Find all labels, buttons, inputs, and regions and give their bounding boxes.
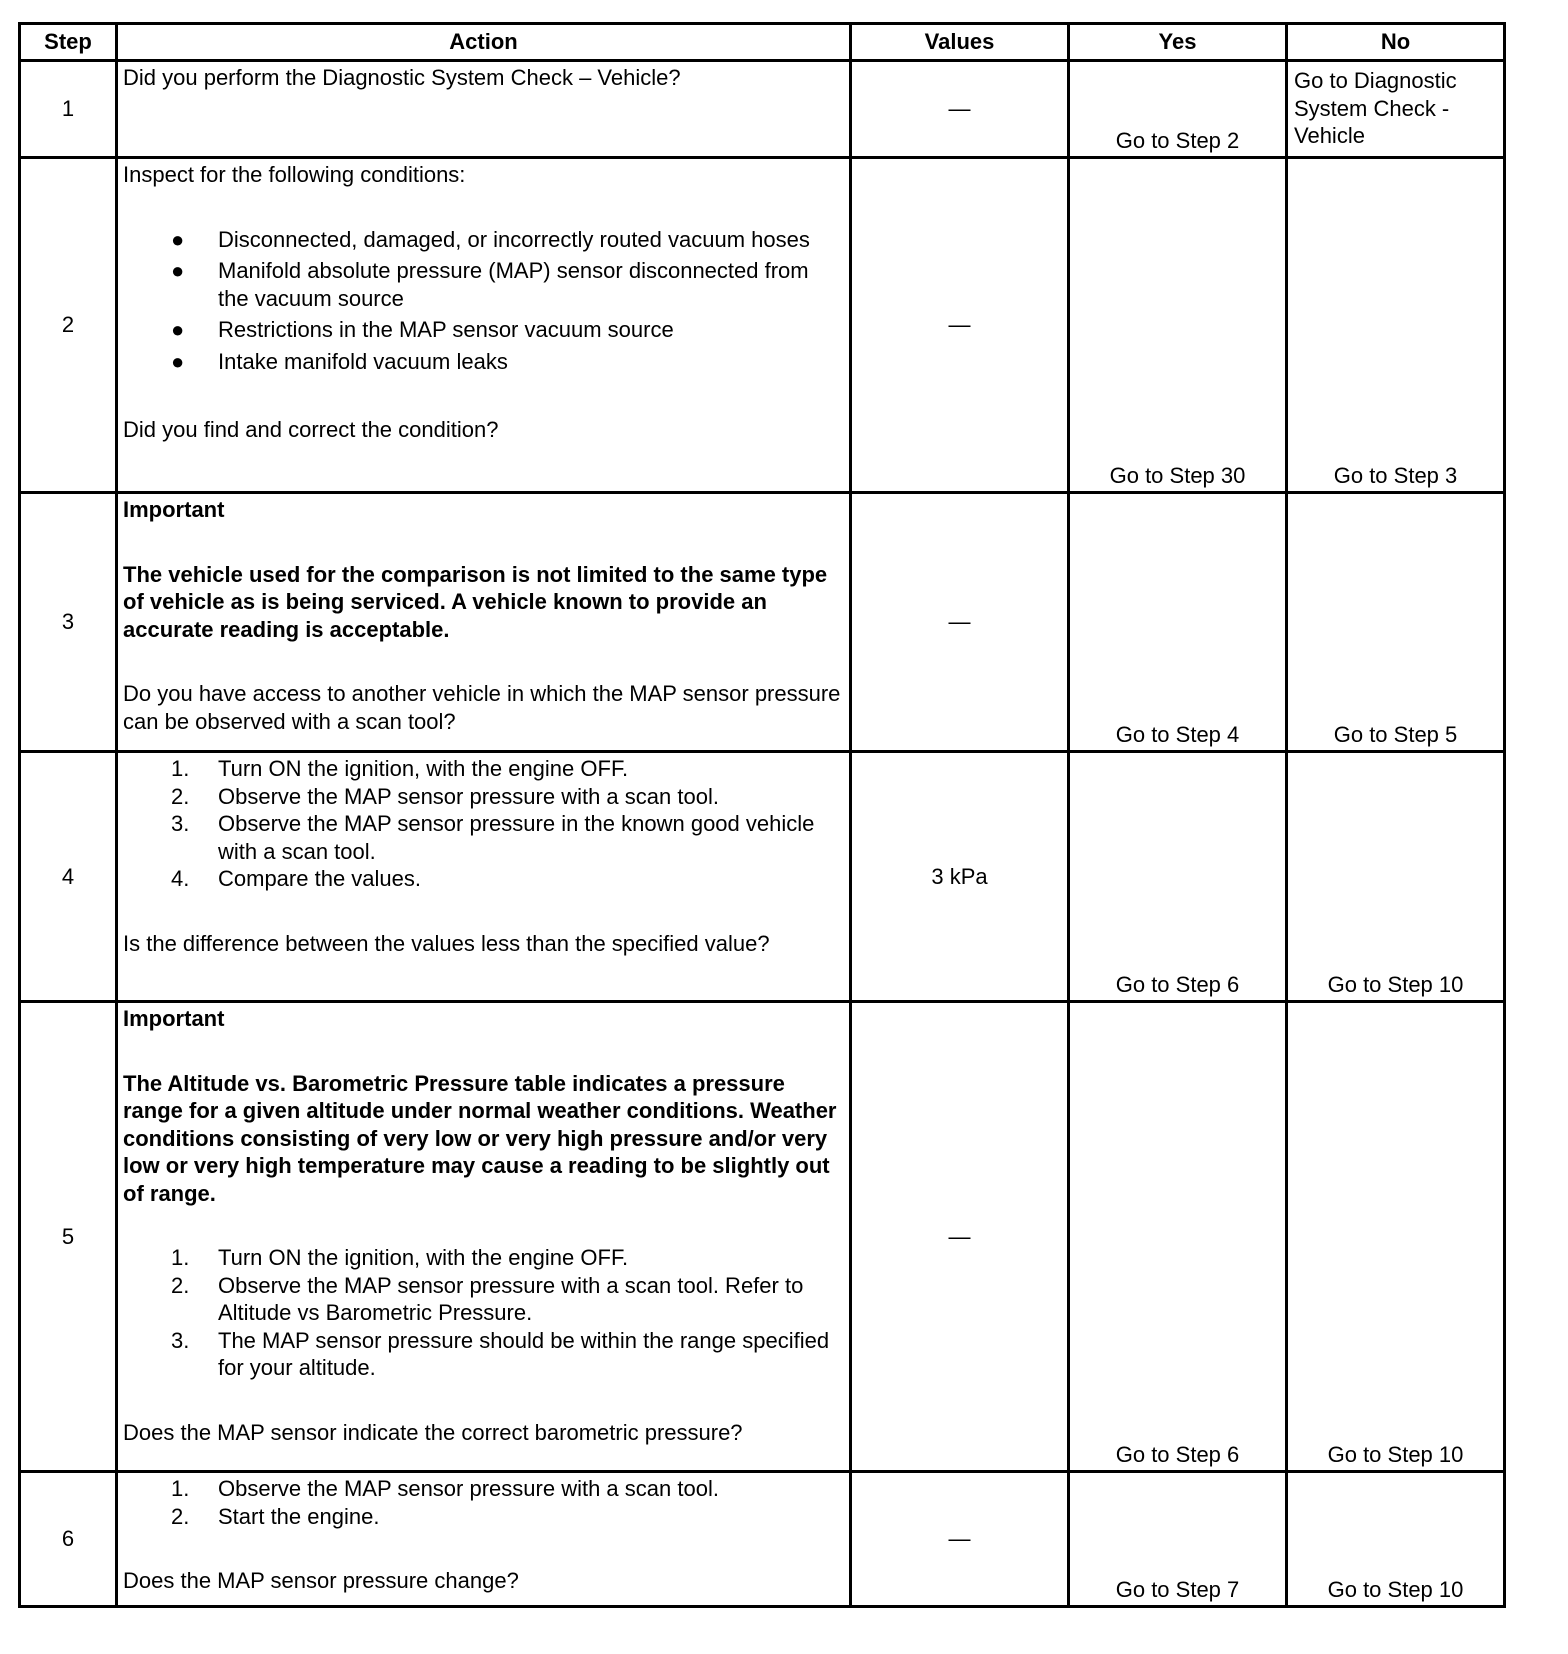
- step-number: 6: [20, 1472, 117, 1607]
- no-link[interactable]: Go to Diagnostic System Check - Vehicle: [1294, 68, 1457, 148]
- table-row: [20, 1472, 1505, 1607]
- no-cell: [1287, 1472, 1505, 1607]
- action-cell: [117, 752, 851, 1002]
- action-cell: [117, 1002, 851, 1472]
- list-item: 3. The MAP sensor pressure should be within the range specified for your altitude.: [171, 1327, 830, 1380]
- step-number: 1: [20, 61, 117, 158]
- header-action: Action: [117, 24, 851, 61]
- action-cell: [117, 1472, 851, 1607]
- action-question: Did you find and correct the condition?: [123, 417, 499, 442]
- list-item: 1. Turn ON the ignition, with the engine OFF.: [171, 1245, 629, 1270]
- action-question: Is the difference between the values less than the specified value?: [123, 930, 770, 956]
- list-item: 2. Observe the MAP sensor pressure with a scan tool. Refer to Altitude vs Barometric Pressure.: [171, 1272, 804, 1325]
- value-cell: —: [851, 1472, 1069, 1607]
- no-link[interactable]: Go to Step 5: [1333, 721, 1458, 747]
- no-cell: [1287, 158, 1505, 493]
- yes-cell: [1069, 752, 1287, 1002]
- action-cell: [117, 158, 851, 493]
- header-yes: Yes: [1069, 24, 1287, 61]
- step-number: 3: [20, 493, 117, 752]
- important-text: The Altitude vs. Barometric Pressure table indicates a pressure range for a given altitude under normal weather conditions. Weather conditions consisting of very low or very high pressure and/or very low or very high temperature may cause a reading to be slightly out of range.: [123, 1070, 837, 1206]
- table-row: [20, 158, 1505, 493]
- diagnostic-table: [18, 22, 1506, 1608]
- action-question: Does the MAP sensor pressure change?: [123, 1568, 519, 1593]
- yes-cell: [1069, 1002, 1287, 1472]
- list-item: ● Disconnected, damaged, or incorrectly routed vacuum hoses: [171, 226, 810, 252]
- value-cell: —: [851, 61, 1069, 158]
- yes-link[interactable]: Go to Step 6: [1115, 971, 1240, 997]
- no-link[interactable]: Go to Step 10: [1327, 971, 1464, 997]
- action-cell: [117, 61, 851, 158]
- list-item: 2. Start the engine.: [171, 1503, 380, 1529]
- no-cell: [1287, 61, 1505, 158]
- yes-link[interactable]: Go to Step 6: [1115, 1441, 1240, 1467]
- no-link[interactable]: Go to Step 10: [1327, 1441, 1464, 1467]
- yes-cell: [1069, 61, 1287, 158]
- table-header-row: [20, 24, 1505, 61]
- yes-link[interactable]: Go to Step 7: [1115, 1576, 1240, 1602]
- list-item: ● Manifold absolute pressure (MAP) sensor disconnected from the vacuum source: [171, 258, 809, 311]
- yes-cell: [1069, 1472, 1287, 1607]
- list-item: 2. Observe the MAP sensor pressure with a scan tool.: [171, 783, 719, 809]
- table-row: [20, 1002, 1505, 1472]
- table-row: [20, 493, 1505, 752]
- header-step: Step: [20, 24, 117, 61]
- yes-cell: [1069, 158, 1287, 493]
- no-link[interactable]: Go to Step 3: [1333, 462, 1458, 488]
- value-cell: —: [851, 493, 1069, 752]
- list-item: ● Intake manifold vacuum leaks: [171, 348, 508, 374]
- important-label: Important: [123, 497, 225, 522]
- important-text: The vehicle used for the comparison is not limited to the same type of vehicle as is being serviced. A vehicle known to provide an accurate reading is acceptable.: [123, 561, 828, 642]
- yes-cell: [1069, 493, 1287, 752]
- list-item: 4. Compare the values.: [171, 866, 421, 891]
- bullet-icon: ●: [171, 348, 185, 374]
- bullet-icon: ●: [171, 258, 185, 283]
- bullet-icon: ●: [171, 317, 185, 342]
- list-item: 1. Turn ON the ignition, with the engine OFF.: [171, 756, 629, 781]
- diagnostic-table-wrapper: [18, 22, 1506, 1608]
- action-question: Do you have access to another vehicle in which the MAP sensor pressure can be observed with a scan tool?: [123, 681, 841, 734]
- action-question: Did you perform the Diagnostic System Check – Vehicle?: [123, 65, 681, 90]
- step-number: 5: [20, 1002, 117, 1472]
- no-link[interactable]: Go to Step 10: [1327, 1576, 1464, 1602]
- procedure-list: [123, 1475, 843, 1530]
- list-item: 1. Observe the MAP sensor pressure with a scan tool.: [171, 1476, 719, 1501]
- table-row: [20, 752, 1505, 1002]
- yes-link[interactable]: Go to Step 30: [1109, 462, 1246, 488]
- action-cell: [117, 493, 851, 752]
- value-cell: 3 kPa: [851, 752, 1069, 1002]
- action-question: Does the MAP sensor indicate the correct barometric pressure?: [123, 1419, 743, 1445]
- list-item: ● Restrictions in the MAP sensor vacuum source: [171, 317, 674, 342]
- yes-link[interactable]: Go to Step 4: [1115, 721, 1240, 747]
- header-values: Values: [851, 24, 1069, 61]
- important-label: Important: [123, 1006, 225, 1031]
- condition-list: [123, 226, 843, 376]
- action-intro: Inspect for the following conditions:: [123, 162, 466, 187]
- bullet-icon: ●: [171, 226, 185, 252]
- procedure-list: [123, 755, 843, 893]
- value-cell: —: [851, 1002, 1069, 1472]
- yes-link[interactable]: Go to Step 2: [1115, 127, 1240, 153]
- table-row: [20, 61, 1505, 158]
- procedure-list: [123, 1244, 843, 1382]
- list-item: 3. Observe the MAP sensor pressure in the known good vehicle with a scan tool.: [171, 811, 815, 864]
- no-cell: [1287, 493, 1505, 752]
- header-no: No: [1287, 24, 1505, 61]
- no-cell: [1287, 1002, 1505, 1472]
- step-number: 2: [20, 158, 117, 493]
- step-number: 4: [20, 752, 117, 1002]
- value-cell: —: [851, 158, 1069, 493]
- no-cell: [1287, 752, 1505, 1002]
